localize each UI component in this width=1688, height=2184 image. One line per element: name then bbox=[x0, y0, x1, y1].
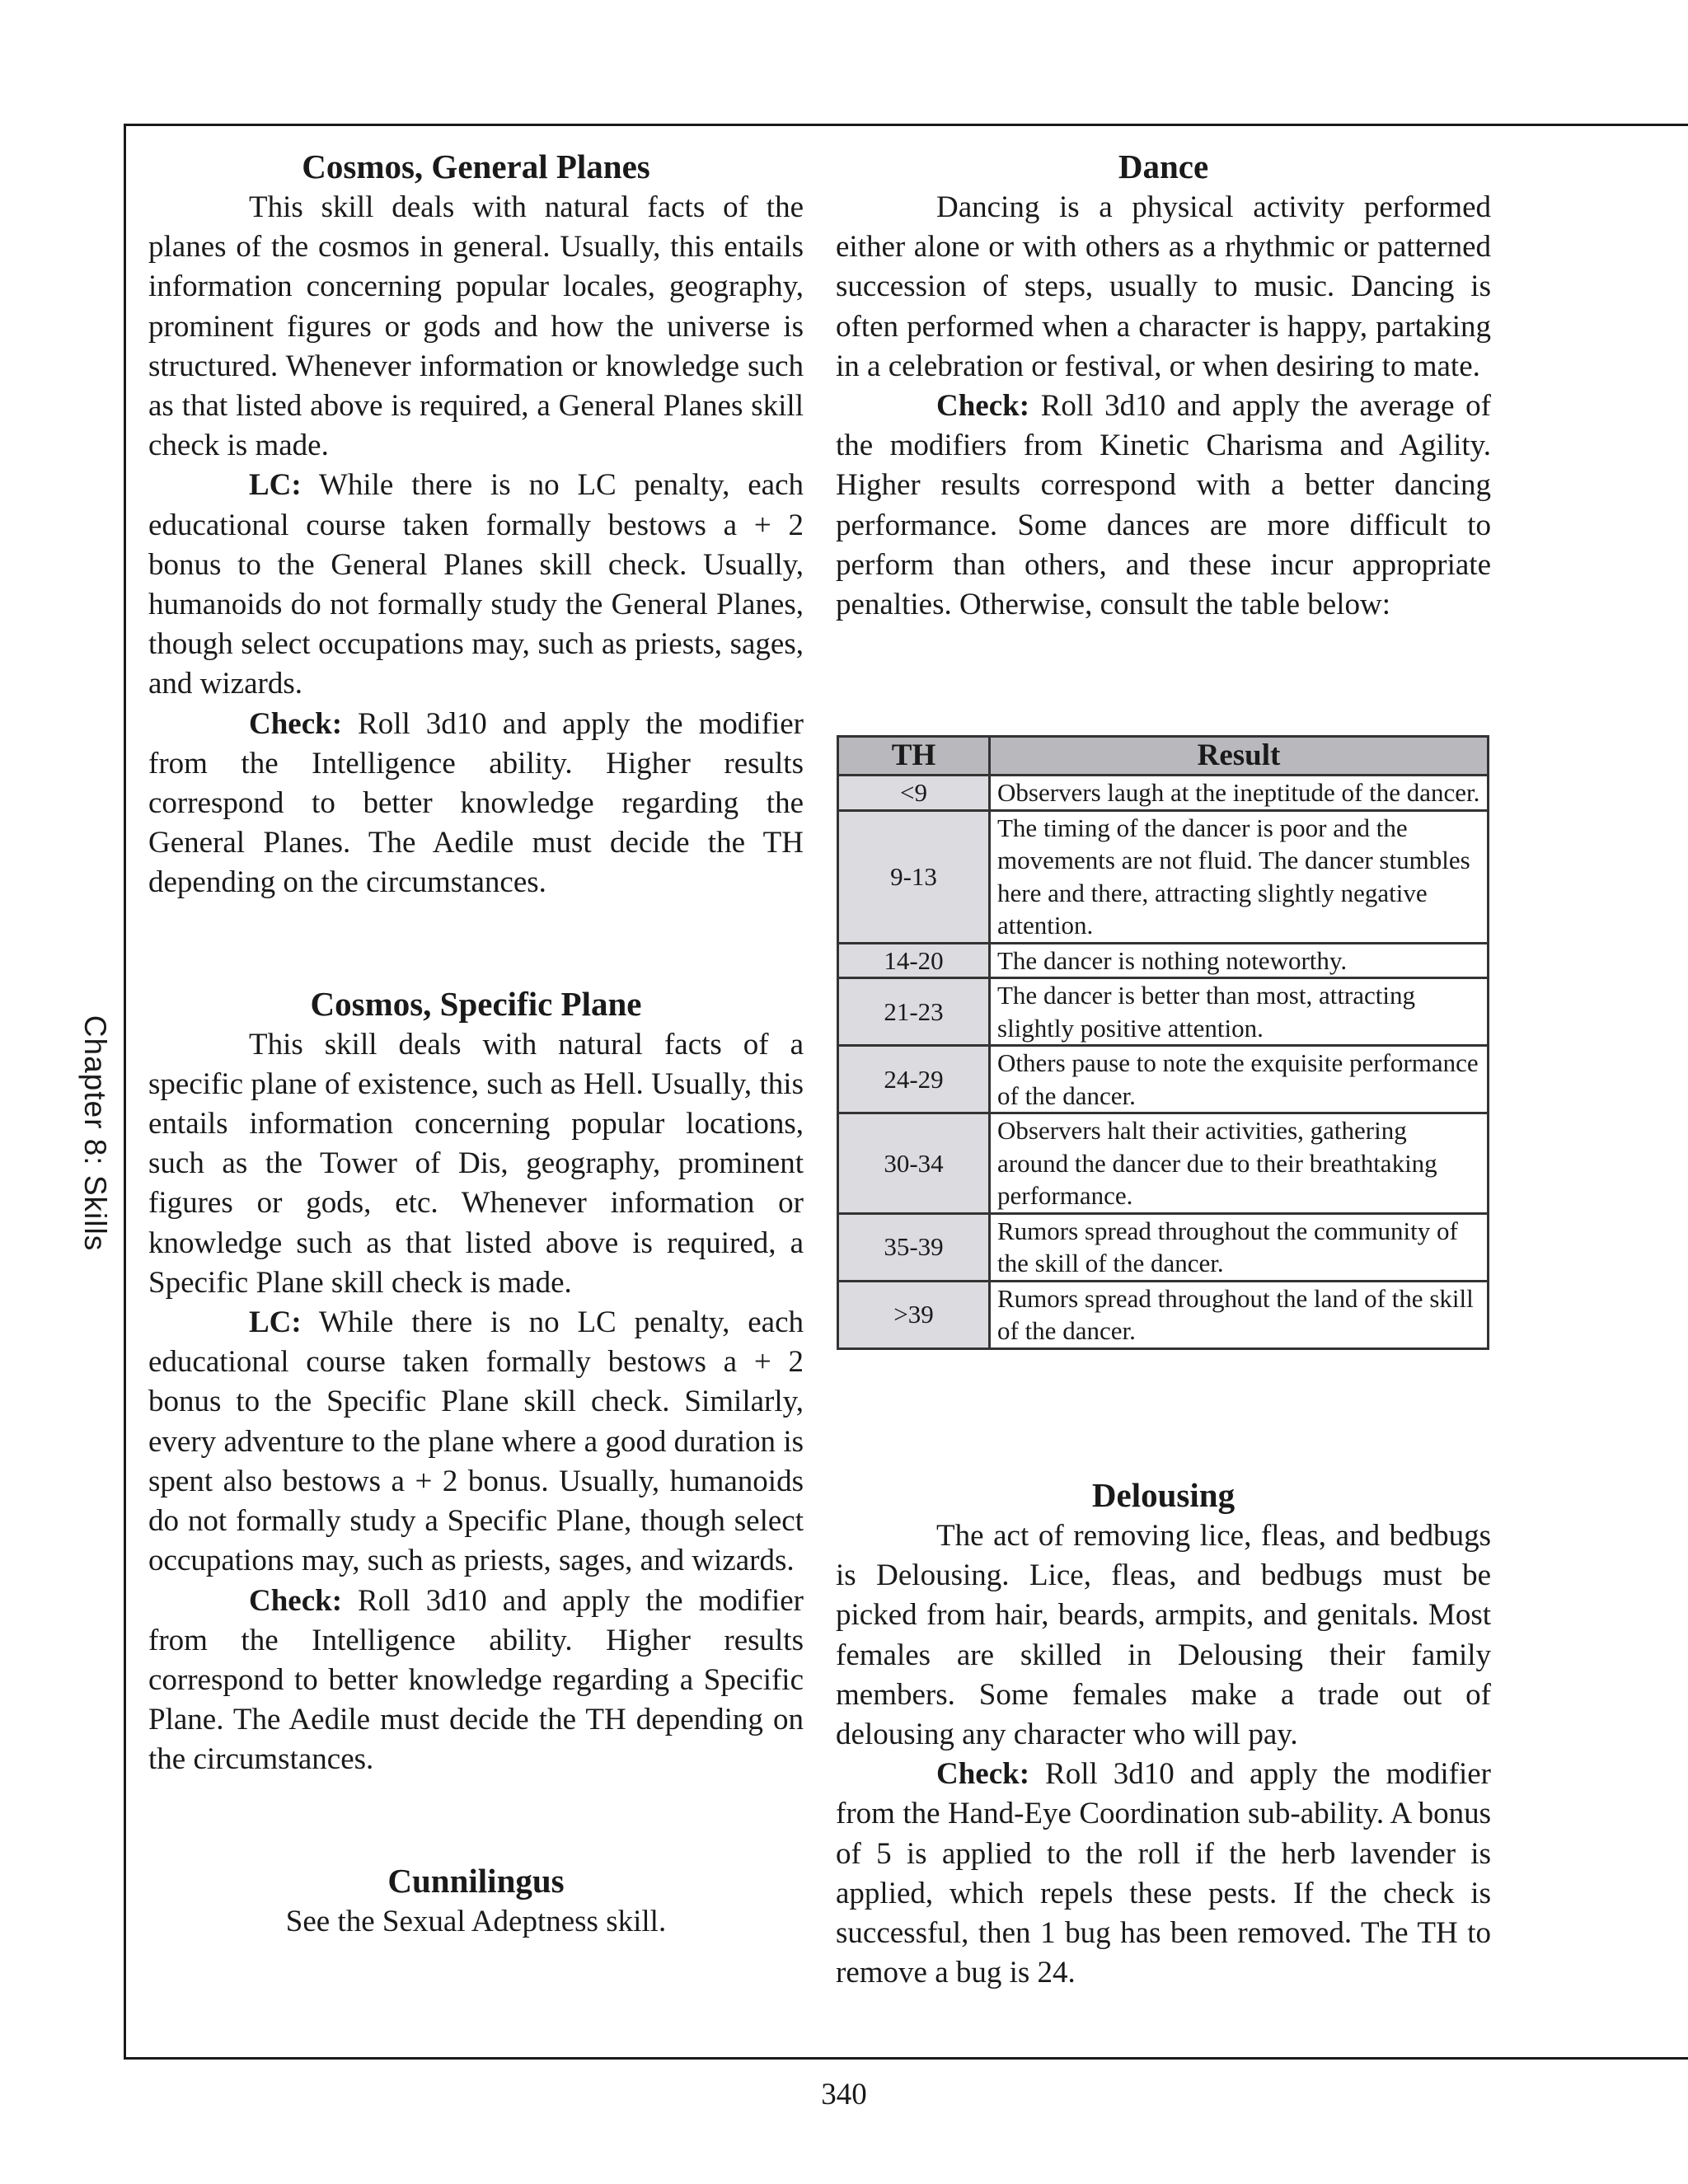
section-title: Delousing bbox=[1091, 1476, 1236, 1514]
column-header-th: TH bbox=[838, 737, 990, 776]
th-cell: 21-23 bbox=[838, 978, 990, 1046]
table-row bbox=[838, 810, 1489, 943]
right-column bbox=[836, 145, 1491, 625]
table-row bbox=[838, 943, 1489, 978]
section-spacer bbox=[148, 1780, 804, 1859]
result-cell: Others pause to note the exquisite performance of the dancer. bbox=[990, 1046, 1489, 1113]
section-title: Cunnilingus bbox=[387, 1861, 565, 1900]
section-delousing bbox=[836, 1474, 1491, 1993]
page-frame-bottom-rule bbox=[124, 2057, 1688, 2060]
section-spacer bbox=[148, 903, 804, 982]
check-paragraph bbox=[148, 1582, 804, 1780]
table-row bbox=[838, 776, 1489, 811]
page-frame-top-rule bbox=[124, 124, 1688, 126]
result-cell: Rumors spread throughout the land of the skill of the dancer. bbox=[990, 1281, 1489, 1348]
lc-label: LC: bbox=[249, 468, 302, 503]
table-row bbox=[838, 1281, 1489, 1348]
section-intro: Dancing is a physical activity performed either alone or with others as a rhythmic or patterned succession of steps, usually to music. Dancing is often performed when a character is happy, partaking in a celebration or festival, or when desiring to mate. bbox=[836, 190, 1491, 383]
check-label: Check: bbox=[249, 706, 343, 741]
lc-text: While there is no LC penalty, each educational course taken formally bestows a + 2 bonus to the General Planes skill check. Usually, humanoids do not formally study the General Planes, though select occupations may, such as priests, sages, and wizards. bbox=[148, 468, 804, 701]
check-text: Roll 3d10 and apply the modifier from the Intelligence ability. Higher results correspond to better knowledge regarding the General Planes. The Aedile must decide the TH depending on the circumstances. bbox=[148, 706, 804, 900]
th-cell: 9-13 bbox=[838, 810, 990, 943]
check-label: Check: bbox=[249, 1583, 343, 1618]
lc-paragraph bbox=[148, 466, 804, 704]
section-dance bbox=[836, 145, 1491, 625]
check-text: Roll 3d10 and apply the average of the modifiers from Kinetic Charisma and Agility. Higher results correspond with a better dancing performance. Some dances are more difficult to perform than others, and these incur appropriate penalties. Otherwise, consult the table below: bbox=[836, 389, 1491, 622]
cross-reference-text: See the Sexual Adeptness skill. bbox=[285, 1904, 667, 1938]
table-row bbox=[838, 1113, 1489, 1214]
section-general-planes bbox=[148, 145, 804, 903]
section-title: Dance bbox=[1118, 148, 1209, 185]
dance-result-table bbox=[837, 735, 1489, 1350]
result-cell: The dancer is nothing noteworthy. bbox=[990, 943, 1489, 978]
table-row bbox=[838, 978, 1489, 1046]
check-text: Roll 3d10 and apply the modifier from the Intelligence ability. Higher results correspond to better knowledge regarding a Specific Plane. The Aedile must decide the TH depending on the circumstances. bbox=[148, 1583, 804, 1777]
check-label: Check: bbox=[936, 1757, 1030, 1792]
lc-text: While there is no LC penalty, each educational course taken formally bestows a + 2 bonus to the Specific Plane skill check. Similarly, every adventure to the plane where a good duration is spent also bestows a + 2 bonus. Usually, humanoids do not formally study a Specific Plane, though select occupations may, such as priests, sages, and wizards. bbox=[148, 1305, 804, 1578]
section-cunnilingus bbox=[148, 1859, 804, 1942]
th-cell: >39 bbox=[838, 1281, 990, 1348]
section-intro: This skill deals with natural facts of the planes of the cosmos in general. Usually, this entails information concerning popular locales, geography, prominent figures or gods and how the universe is structured. Whenever information or knowledge such as that listed above is required, a General Planes skill check is made. bbox=[148, 190, 804, 463]
table-header-row bbox=[838, 737, 1489, 776]
result-cell: The dancer is better than most, attracting slightly positive attention. bbox=[990, 978, 1489, 1046]
left-column bbox=[148, 145, 804, 1942]
section-title: Cosmos, General Planes bbox=[302, 148, 650, 185]
column-header-result: Result bbox=[990, 737, 1489, 776]
page-number: 340 bbox=[821, 2078, 867, 2111]
lc-label: LC: bbox=[249, 1305, 302, 1340]
section-intro: This skill deals with natural facts of a specific plane of existence, such as Hell. Usually, this entails information concerning popular locations, such as the Tower of Dis, geography, prominent figures or gods, etc. Whenever information or knowledge such as that listed above is required, a Specific Plane skill check is made. bbox=[148, 1027, 804, 1300]
result-cell: Rumors spread throughout the community of the skill of the dancer. bbox=[990, 1213, 1489, 1281]
check-label: Check: bbox=[936, 389, 1030, 424]
th-cell: <9 bbox=[838, 776, 990, 811]
table-row bbox=[838, 1046, 1489, 1113]
result-cell: The timing of the dancer is poor and the movements are not fluid. The dancer stumbles here and there, attracting slightly negative attention. bbox=[990, 810, 1489, 943]
result-cell: Observers laugh at the ineptitude of the dancer. bbox=[990, 776, 1489, 811]
check-paragraph bbox=[836, 1755, 1491, 1993]
th-cell: 24-29 bbox=[838, 1046, 990, 1113]
section-intro: The act of removing lice, fleas, and bedbugs is Delousing. Lice, fleas, and bedbugs must be picked from hair, beards, armpits, and genitals. Most females are skilled in Delousing their family members. Some females make a trade out of delousing any character who will pay. bbox=[836, 1519, 1491, 1752]
th-cell: 35-39 bbox=[838, 1213, 990, 1281]
lc-paragraph bbox=[148, 1303, 804, 1581]
chapter-side-label-text: Chapter 8: Skills bbox=[78, 1015, 112, 1252]
check-text: Roll 3d10 and apply the modifier from the Hand-Eye Coordination sub-ability. A bonus of 5 is applied to the roll if the herb lavender is applied, which repels these pests. If the check is successful, then 1 bug has been removed. The TH to remove a bug is 24. bbox=[836, 1757, 1491, 1990]
result-cell: Observers halt their activities, gathering around the dancer due to their breathtaking performance. bbox=[990, 1113, 1489, 1214]
section-title: Cosmos, Specific Plane bbox=[310, 984, 642, 1023]
th-cell: 14-20 bbox=[838, 943, 990, 978]
section-specific-plane bbox=[148, 982, 804, 1780]
page-frame-left-rule bbox=[124, 124, 126, 2057]
th-cell: 30-34 bbox=[838, 1113, 990, 1214]
check-paragraph bbox=[148, 705, 804, 903]
table-row bbox=[838, 1213, 1489, 1281]
right-column-lower bbox=[836, 1474, 1491, 1993]
check-paragraph bbox=[836, 387, 1491, 625]
